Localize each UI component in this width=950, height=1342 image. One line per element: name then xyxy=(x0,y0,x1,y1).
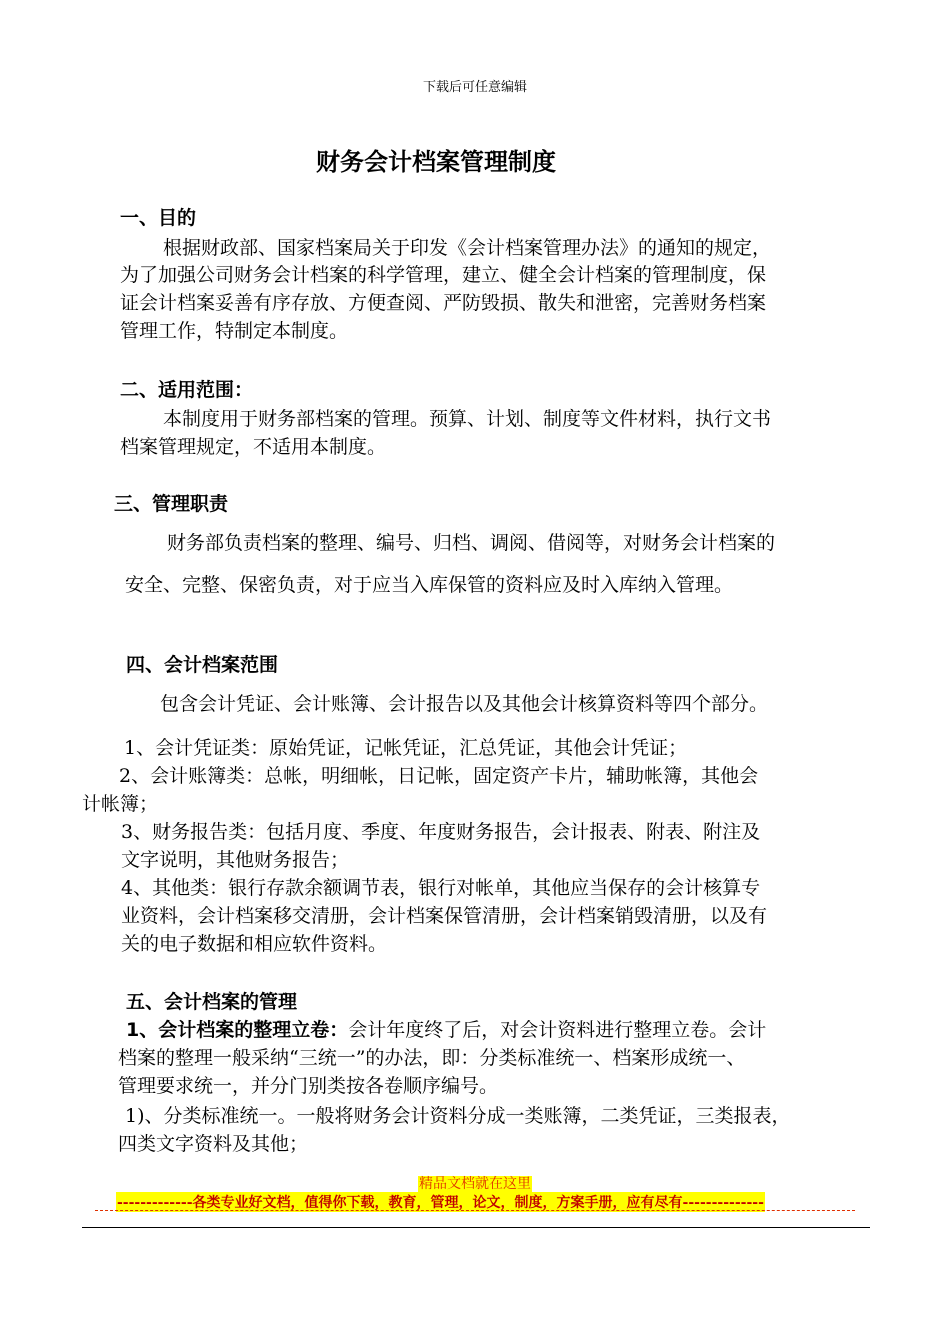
paragraph-line: 安全、完整、保密负责，对于应当入库保管的资料应及时入库纳入管理。 xyxy=(125,574,734,596)
list-item: 业资料，会计档案移交清册，会计档案保管清册，会计档案销毁清册，以及有 xyxy=(121,905,768,927)
footer-dashed-divider xyxy=(95,1210,855,1211)
paragraph-line: 档案的整理一般采纳“三统一”的办法，即：分类标准统一、档案形成统一、 xyxy=(118,1047,746,1069)
paragraph-line: 管理工作，特制定本制度。 xyxy=(120,320,349,342)
footer-promo: -------------各类专业好文档，值得你下载，教育，管理，论文，制度，方案手册，应有尽有-------------- xyxy=(116,1192,765,1212)
section-5-heading: 五、会计档案的管理 xyxy=(126,991,298,1013)
paragraph-text: 会计年度终了后，对会计资料进行整理立卷。会计 xyxy=(348,1019,767,1041)
list-item: 4、其他类：银行存款余额调节表，银行对帐单，其他应当保存的会计核算专 xyxy=(121,877,761,899)
list-item: 2、会计账簿类：总帐，明细帐，日记帐，固定资产卡片，辅助帐簿，其他会 xyxy=(119,765,759,787)
footer-divider xyxy=(82,1227,870,1228)
footer-banner xyxy=(0,1173,950,1193)
section-1-heading: 一、目的 xyxy=(120,207,197,229)
paragraph-line: 证会计档案妥善有序存放、方便查阅、严防毁损、散失和泄密，完善财务档案 xyxy=(120,292,767,314)
paragraph-line: 本制度用于财务部档案的管理。预算、计划、制度等文件材料，执行文书 xyxy=(163,408,772,430)
paragraph-line: 档案管理规定，不适用本制度。 xyxy=(120,436,387,458)
header-note: 下载后可任意编辑 xyxy=(422,80,527,95)
list-item: 计帐簿； xyxy=(82,793,159,815)
list-item: 文字说明，其他财务报告； xyxy=(121,849,350,871)
document-title: 财务会计档案管理制度 xyxy=(316,148,556,176)
paragraph-line: 为了加强公司财务会计档案的科学管理，建立、健全会计档案的管理制度，保 xyxy=(120,264,767,286)
paragraph-line: 根据财政部、国家档案局关于印发《会计档案管理办法》的通知的规定， xyxy=(163,237,772,259)
section-2-heading: 二、适用范围： xyxy=(120,379,254,401)
list-item: 关的电子数据和相应软件资料。 xyxy=(121,933,388,955)
bold-lead: 1、会计档案的整理立卷： xyxy=(126,1019,349,1041)
paragraph-line xyxy=(126,1015,766,1042)
footer-banner-text: 精品文档就在这里 xyxy=(419,1176,531,1192)
section-4-heading: 四、会计档案范围 xyxy=(126,654,279,676)
paragraph-line: 四类文字资料及其他； xyxy=(118,1133,309,1155)
paragraph-line: 管理要求统一，并分门别类按各卷顺序编号。 xyxy=(118,1075,499,1097)
list-item: 3、财务报告类：包括月度、季度、年度财务报告，会计报表、附表、附注及 xyxy=(121,821,761,843)
paragraph-line: 1)、分类标准统一。一般将财务会计资料分成一类账簿，二类凭证，三类报表， xyxy=(125,1105,791,1127)
section-3-heading: 三、管理职责 xyxy=(114,493,229,515)
list-item: 1、会计凭证类：原始凭证，记帐凭证，汇总凭证，其他会计凭证； xyxy=(124,737,688,759)
paragraph-line: 财务部负责档案的整理、编号、归档、调阅、借阅等，对财务会计档案的 xyxy=(167,532,776,554)
paragraph-line: 包含会计凭证、会计账簿、会计报告以及其他会计核算资料等四个部分。 xyxy=(160,693,769,715)
